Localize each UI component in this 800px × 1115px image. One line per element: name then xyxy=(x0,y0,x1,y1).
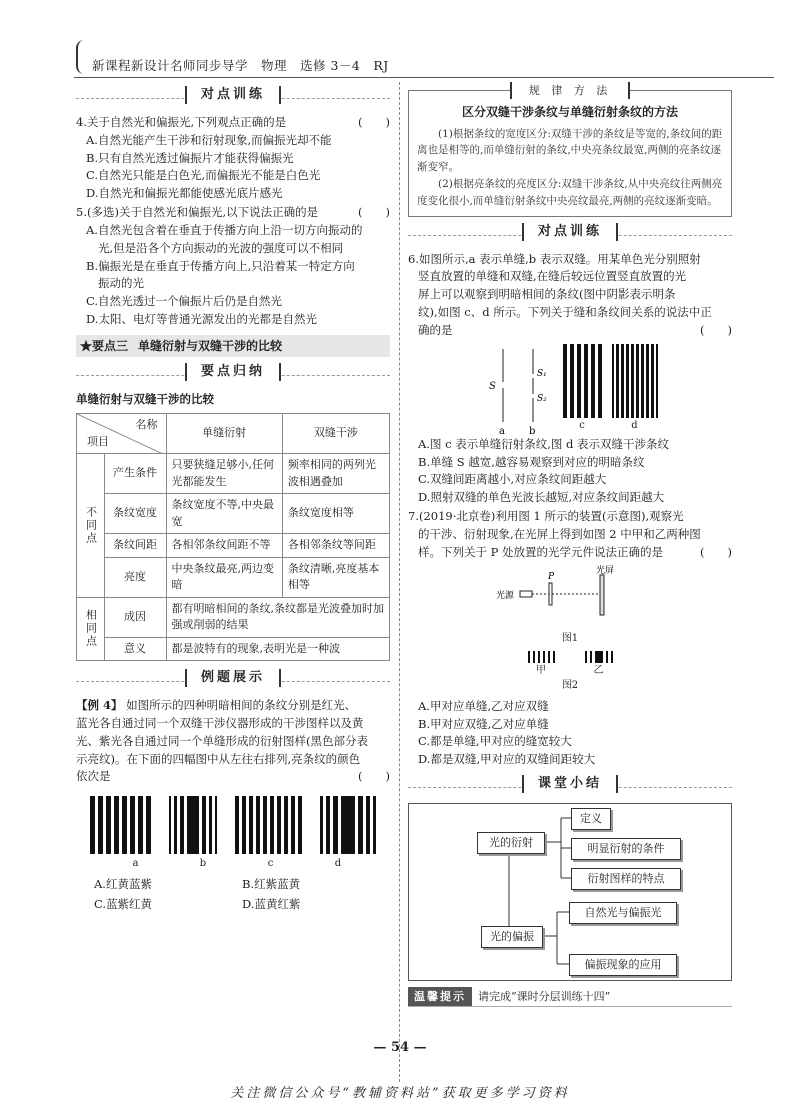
q6-option-b: B.单缝 S 越宽,越容易观察到对应的明暗条纹 xyxy=(418,454,645,469)
question-6: 6.如图所示,a 表示单缝,b 表示双缝。用某单色光分别照射 竖直放置的单缝和双缝,在缝后较远位置竖直放置的光 屏上可以观察到明暗相间的条纹(图中阴影表示明条 纹),如图 c、d 所示。下列关于缝和条纹间关系的说法中正 确的是 ( ) S S₁ S₂ a b c d A.图 c 表示单缝衍射条纹,图 d 表示双缝干涉条纹 B.单缝 S 越宽,越容易观察到对应的明暗条纹 C.双缝间距离越小,对应条纹间距越大 D.照射双缝的单色光波长越短,对应条纹间距越大 xyxy=(408,251,732,507)
q5-option-a-cont: 光,但是沿各个方向振动的光波的强度可以不相同 xyxy=(98,240,344,255)
q6-option-a: A.图 c 表示单缝衍射条纹,图 d 表示双缝干涉条纹 xyxy=(418,436,670,451)
method-point-2: (2)根据亮条纹的亮度区分:双缝干涉条纹,从中央亮纹往两侧亮度变化很小,而单缝衍射条纹中央亮纹最亮,两侧的亮纹逐渐变暗。 xyxy=(417,178,723,207)
table-row: 亮度 中央条纹最亮,两边变暗 条纹清晰,亮度基本相等 xyxy=(77,557,390,597)
method-point-1: (1)根据条纹的宽度区分:双缝干涉的条纹是等宽的,条纹间的距离也是相等的,而单缝衍射的条纹,中央亮条纹最宽,两侧的亮条纹逐渐变窄。 xyxy=(417,127,723,174)
svg-text:S₂: S₂ xyxy=(536,393,547,404)
ex4-option-b: B.红紫蓝黄 xyxy=(242,876,301,891)
tip-label: 温馨提示 xyxy=(408,987,472,1006)
q5-option-d: D.太阳、电灯等普通光源发出的光都是自然光 xyxy=(86,311,317,326)
q4-option-d: D.自然光和偏振光都能使感光底片感光 xyxy=(86,186,283,201)
ex4-option-a: A.红黄蓝紫 xyxy=(94,876,152,891)
page-header xyxy=(74,38,774,78)
method-heading: 区分双缝干涉条纹与单缝衍射条纹的方法 xyxy=(461,105,678,120)
svg-text:b: b xyxy=(528,425,535,434)
q7-option-a: A.甲对应单缝,乙对应双缝 xyxy=(418,698,549,713)
fringe-d xyxy=(320,796,376,854)
summary-diagram xyxy=(408,803,732,981)
group-differences: 不同点 xyxy=(77,454,105,598)
ex4-option-d: D.蓝黄红紫 xyxy=(242,896,301,911)
column-divider xyxy=(399,82,400,1082)
banner-practice-1: 对点训练 xyxy=(76,86,390,110)
svg-text:S₁: S₁ xyxy=(536,368,547,379)
example-4: 【例 4】 如图所示的四种明暗相间的条纹分别是红光、 蓝光各自通过同一个双缝干涉仪器形成的干涉图样以及黄 光、紫光各自通过同一个单缝形成的衍射图样(黑色部分表 示亮纹)。在下面的四幅图中从左往右排列,亮条纹的颜色 依次是 ( ) xyxy=(76,697,390,786)
right-column xyxy=(408,80,732,1007)
q7-bracket: ( ) xyxy=(700,544,732,559)
q6-option-c: C.双缝间距离越小,对应条纹间距越大 xyxy=(418,472,607,487)
q5-option-b: B.偏振光是在垂直于传播方向上,只沿着某一特定方向 xyxy=(86,258,355,273)
node-natural-light: 自然光与偏振光 xyxy=(569,902,677,924)
fringe-a xyxy=(90,796,151,854)
fig2-caption: 图2 xyxy=(561,680,579,692)
q4-option-b: B.只有自然光透过偏振片才能获得偏振光 xyxy=(86,150,294,165)
keypoint-heading xyxy=(76,335,390,358)
table-title: 单缝衍射与双缝干涉的比较 xyxy=(76,392,214,407)
q5-option-c: C.自然光透过一个偏振片后仍是自然光 xyxy=(86,294,283,309)
apparatus-diagram xyxy=(490,565,650,625)
table-row: 相同点 成因 都有明暗相间的条纹,条纹都是光波叠加时加强或削弱的结果 xyxy=(77,597,390,637)
q4-bracket: ( ) xyxy=(358,115,390,129)
header-name-label: 名称 xyxy=(135,418,158,432)
banner-practice-2: 对点训练 xyxy=(408,223,732,247)
q6-bracket: ( ) xyxy=(700,322,732,337)
method-box xyxy=(408,84,732,217)
node-polarization: 光的偏振 xyxy=(481,926,543,948)
q4-stem: 4.关于自然光和偏振光,下列观点正确的是 xyxy=(76,115,287,129)
q7-figure-2: 甲 乙 图2 xyxy=(408,651,732,694)
svg-text:a: a xyxy=(498,425,505,434)
fringe-d-figure: d xyxy=(612,344,658,434)
table-row: 意义 都是波特有的现象,表明光是一种波 xyxy=(77,637,390,661)
node-application: 偏振现象的应用 xyxy=(569,954,677,976)
header-double-slit: 双缝干涉 xyxy=(282,414,389,454)
method-tag: 规 律 方 法 xyxy=(510,82,630,99)
header-item-label: 项目 xyxy=(87,434,109,448)
comparison-table xyxy=(76,413,390,661)
q7-option-c: C.都是单缝,甲对应的缝宽较大 xyxy=(418,734,572,749)
group-similarities: 相同点 xyxy=(77,597,105,661)
table-header-diagonal xyxy=(77,414,167,454)
q5-bracket: ( ) xyxy=(358,205,390,220)
question-5 xyxy=(76,204,390,329)
q6-option-d: D.照射双缝的单色光波长越短,对应条纹间距越大 xyxy=(418,490,665,505)
fringe-c xyxy=(235,796,302,854)
tip-bar xyxy=(408,987,732,1007)
table-row: 不同点 产生条件 只要狭缝足够小,任何光都能发生 频率相同的两列光波相遇叠加 xyxy=(77,454,390,494)
node-diffraction: 光的衍射 xyxy=(477,832,545,854)
left-column xyxy=(76,80,390,913)
fig1-caption: 图1 xyxy=(561,633,579,645)
question-7: 7.(2019·北京卷)利用图 1 所示的装置(示意图),观察光 的干涉、衍射现象,在光屏上得到如图 2 中甲和乙两种图 样。下列关于 P 处放置的光学元件说法正确的是 ( ) 光源 P 光屏 图1 甲 乙 图2 A.甲对应单缝,乙对应双缝 B.甲对应双缝,乙对应单缝 C.都是单缝,甲对应的缝宽较大 D.都是双缝,甲对应的双缝间距较大 xyxy=(408,508,732,769)
banner-examples: 例题展示 xyxy=(76,669,390,693)
keypoint-title: 单缝衍射与双缝干涉的比较 xyxy=(138,338,283,353)
example-answers xyxy=(76,876,390,914)
q6-figure xyxy=(408,344,732,434)
ex4-bracket: ( ) xyxy=(358,769,390,784)
fringe-labels: a b c d xyxy=(132,858,342,870)
node-condition: 明显衍射的条件 xyxy=(571,838,681,860)
fringe-c-figure: c xyxy=(563,344,602,434)
fringe-b xyxy=(169,796,217,854)
q4-option-c: C.自然光只能是白色光,而偏振光不能是白色光 xyxy=(86,168,321,183)
svg-text:光屏: 光屏 xyxy=(596,566,615,577)
page-number: — 54 — xyxy=(373,1040,427,1055)
table-row: 条纹间距 各相邻条纹间距不等 各相邻条纹等间距 xyxy=(77,534,390,558)
q5-option-b-cont: 振动的光 xyxy=(98,276,144,291)
banner-summary-points: 要点归纳 xyxy=(76,363,390,387)
example-fringe-figure xyxy=(76,796,390,854)
q5-stem: 5.(多选)关于自然光和偏振光,以下说法正确的是 xyxy=(76,205,319,220)
banner-class-summary: 课堂小结 xyxy=(408,775,732,799)
slit-diagram xyxy=(483,344,553,434)
table-row: 条纹宽度 条纹宽度不等,中央最宽 条纹宽度相等 xyxy=(77,494,390,534)
q7-option-b: B.甲对应双缝,乙对应单缝 xyxy=(418,716,549,731)
ex4-option-c: C.蓝紫红黄 xyxy=(94,896,153,911)
footer-note: 关注微信公众号“教辅资料站”获取更多学习资料 xyxy=(230,1086,570,1101)
header-single-slit: 单缝衍射 xyxy=(166,414,282,454)
tip-text: 请完成“课时分层训练十四” xyxy=(478,989,611,1003)
q7-option-d: D.都是双缝,甲对应的双缝间距较大 xyxy=(418,752,596,767)
header-brace xyxy=(76,40,86,74)
node-definition: 定义 xyxy=(571,808,611,830)
svg-text:光源: 光源 xyxy=(496,591,515,602)
keypoint-star: ★要点三 xyxy=(80,338,129,353)
header-title: 新课程新设计名师同步导学 物理 选修 3－4 RJ xyxy=(92,58,389,73)
svg-text:S: S xyxy=(488,380,496,392)
q5-option-a: A.自然光包含着在垂直于传播方向上沿一切方向振动的 xyxy=(86,222,363,237)
q7-figure-1 xyxy=(408,565,732,646)
q4-option-a: A.自然光能产生干涉和衍射现象,而偏振光却不能 xyxy=(86,132,332,147)
svg-text:P: P xyxy=(548,572,555,583)
question-4 xyxy=(76,114,390,203)
example-tag: 【例 4】 xyxy=(76,698,123,713)
node-pattern: 衍射图样的特点 xyxy=(571,868,681,890)
